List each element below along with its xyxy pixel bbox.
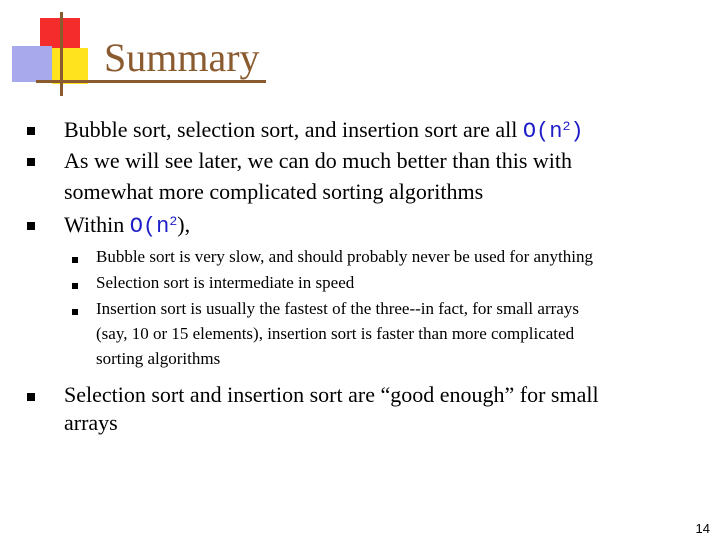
bullet-marker (27, 393, 35, 401)
sub-bullet-marker (72, 283, 78, 289)
complexity-code: $O(n^2)$ (522, 118, 584, 144)
bullet-3-text: Within (64, 212, 125, 237)
sub-bullet-3-line-3: sorting algorithms (96, 349, 221, 368)
complexity-code: $O(n^2$ (129, 213, 178, 239)
logo-yellow-square (52, 48, 88, 84)
bullet-2-line-1: As we will see later, we can do much better than this with (64, 148, 573, 173)
sub-bullet-marker (72, 309, 78, 315)
page-number: 14 (695, 521, 710, 536)
bullet-1 (64, 116, 584, 145)
bullet-4-line-2: arrays (64, 410, 118, 435)
title-underline (36, 80, 266, 83)
bullet-marker (27, 127, 35, 135)
slide-title: Summary (104, 35, 260, 80)
logo-purple-square (12, 46, 52, 82)
logo-vertical-line (60, 12, 63, 96)
sub-bullet-3-line-2: (say, 10 or 15 elements), insertion sort is faster than more complicated (96, 324, 575, 343)
sub-bullet-3-line-1: Insertion sort is usually the fastest of the three--in fact, for small arrays (96, 299, 579, 318)
bullet-4-line-1: Selection sort and insertion sort are “good enough” for small (64, 382, 599, 407)
bullet-1-text: Bubble sort, selection sort, and insertion sort are all (64, 117, 518, 142)
bullet-marker (27, 222, 35, 230)
sub-bullet-2: Selection sort is intermediate in speed (96, 273, 355, 292)
bullet-2-line-2: somewhat more complicated sorting algorithms (64, 179, 484, 204)
sub-bullet-marker (72, 257, 78, 263)
bullet-3: Within $O(n^2)$, (64, 212, 191, 239)
bullet-marker (27, 158, 35, 166)
sub-bullet-1: Bubble sort is very slow, and should probably never be used for anything (96, 247, 594, 266)
